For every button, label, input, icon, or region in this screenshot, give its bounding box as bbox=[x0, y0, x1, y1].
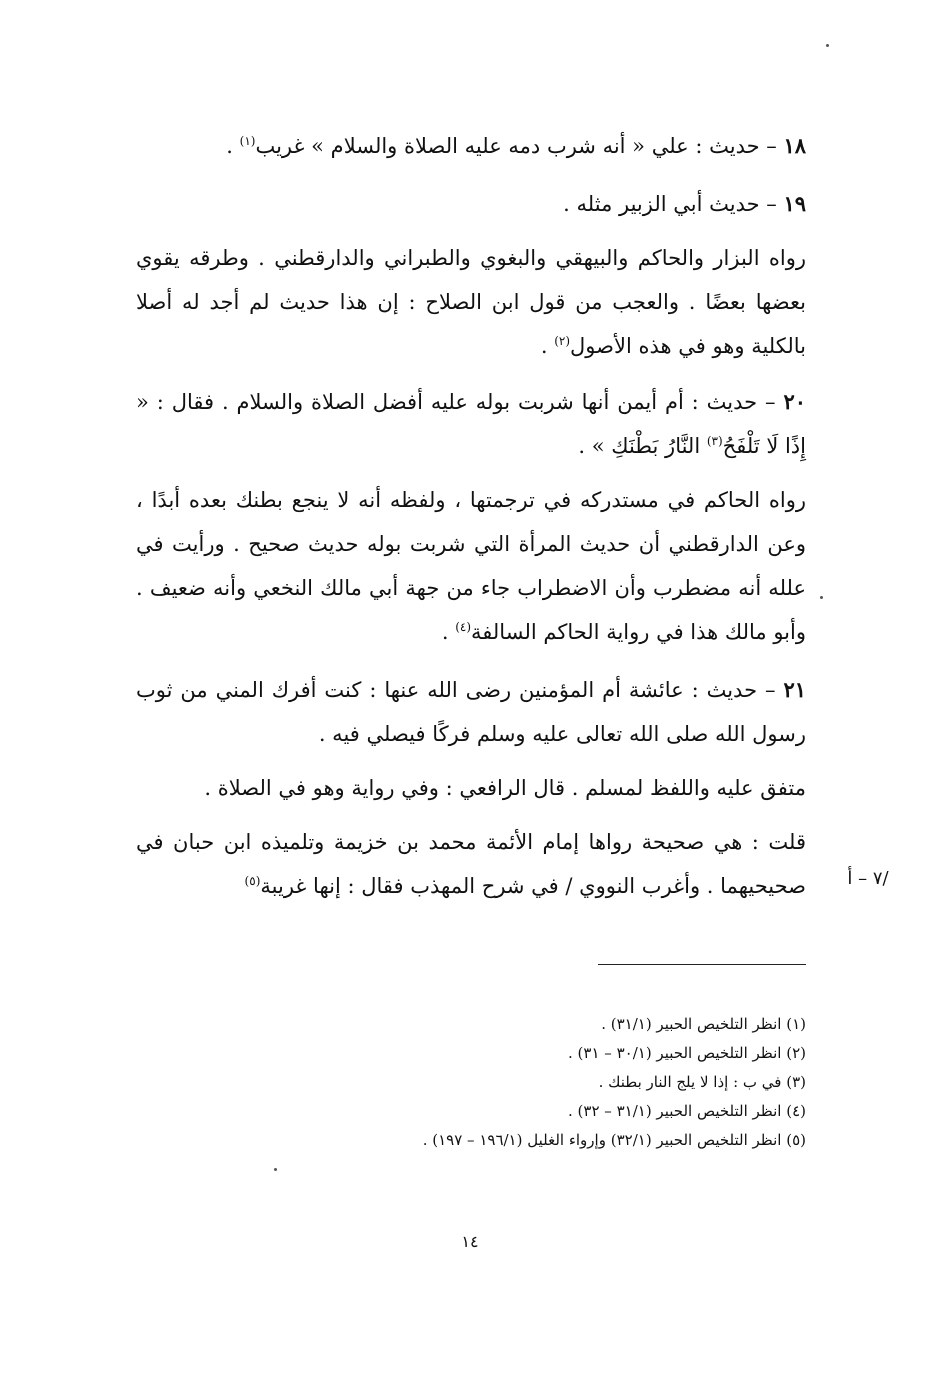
footnote-1: (١) انظر التلخيص الحبير (٣١/١) . bbox=[601, 1015, 806, 1033]
commentary-paragraph-2 bbox=[136, 478, 806, 654]
scan-speck bbox=[820, 596, 823, 599]
hadith-end: . bbox=[226, 134, 240, 158]
footnote-ref: (١) bbox=[239, 134, 256, 148]
scan-speck bbox=[826, 44, 829, 47]
hadith-text-after: النَّارُ بَطْنَكِ » . bbox=[578, 434, 707, 458]
commentary-paragraph-3 bbox=[136, 766, 806, 810]
hadith-20 bbox=[136, 380, 806, 468]
commentary-paragraph-1 bbox=[136, 236, 806, 368]
scan-speck bbox=[274, 1168, 277, 1171]
manuscript-folio-marker: /٧ – أ bbox=[847, 868, 889, 889]
footnote-ref: (٢) bbox=[554, 334, 571, 348]
hadith-21 bbox=[136, 668, 806, 756]
paragraph-text: رواه البزار والحاكم والبيهقي والبغوي والطبراني والدارقطني . وطرقه يقوي بعضها بعضًا . والعجب من قول ابن الصلاح : إن هذا حديث لم أجد له أصلا بالكلية وهو في هذه الأصول bbox=[136, 246, 806, 358]
footnote-separator bbox=[598, 964, 806, 965]
paragraph-text: رواه الحاكم في مستدركه في ترجمتها ، ولفظه أنه لا ينجع بطنك بعده أبدًا ، وعن الدارقطني أن حديث المرأة التي شربت بوله حديث صحيح . ورأيت في علله أنه مضطرب وأن الاضطراب جاء من جهة أبي مالك النخعي وأنه ضعيف . وأبو مالك هذا في رواية الحاكم السالفة bbox=[136, 488, 807, 644]
paragraph-end: . bbox=[540, 334, 555, 358]
hadith-number: ٢١ bbox=[783, 677, 806, 702]
hadith-number: ٢٠ bbox=[783, 389, 806, 414]
footnotes bbox=[300, 1010, 806, 1155]
paragraph-text: متفق عليه واللفظ لمسلم . قال الرافعي : وفي رواية وهو في الصلاة . bbox=[204, 776, 806, 800]
footnote-ref: (٥) bbox=[244, 874, 261, 888]
footnote-3: (٣) في ب : إذا لا يلج النار بطنك . bbox=[598, 1073, 806, 1091]
paragraph-end: . bbox=[441, 620, 456, 644]
hadith-text: – حديث : أم أيمن أنها شربت بوله عليه أفضل الصلاة والسلام . فقال : « إِذًا لَا تَلْفَحُ bbox=[136, 390, 806, 458]
footnote-ref: (٣) bbox=[706, 434, 723, 448]
hadith-number: ١٨ bbox=[783, 133, 806, 158]
footnote-4: (٤) انظر التلخيص الحبير (٣١/١ – ٣٢) . bbox=[568, 1102, 806, 1120]
commentary-paragraph-4 bbox=[136, 820, 806, 908]
hadith-text: – حديث أبي الزبير مثله . bbox=[563, 192, 784, 216]
footnote-ref: (٤) bbox=[455, 620, 472, 634]
hadith-number: ١٩ bbox=[783, 191, 806, 216]
hadith-18 bbox=[136, 124, 806, 168]
hadith-text: – حديث : علي « أنه شرب دمه عليه الصلاة والسلام » غريب bbox=[255, 134, 784, 158]
footnote-2: (٢) انظر التلخيص الحبير (٣٠/١ – ٣١) . bbox=[568, 1044, 806, 1062]
hadith-text: – حديث : عائشة أم المؤمنين رضى الله عنها : كنت أفرك المني من ثوب رسول الله صلى الله تعالى عليه وسلم فركًا فيصلي فيه . bbox=[136, 678, 806, 746]
hadith-19 bbox=[136, 182, 806, 226]
paragraph-text: قلت : هي صحيحة رواها إمام الأئمة محمد بن خزيمة وتلميذه ابن حبان في صحيحيهما . وأغرب النووي / في شرح المهذب فقال : إنها غريبة bbox=[136, 830, 806, 898]
page-number: ١٤ bbox=[461, 1232, 479, 1251]
footnote-5: (٥) انظر التلخيص الحبير (٣٢/١) وإرواء الغليل (١٩٦/١ – ١٩٧) . bbox=[422, 1131, 806, 1149]
